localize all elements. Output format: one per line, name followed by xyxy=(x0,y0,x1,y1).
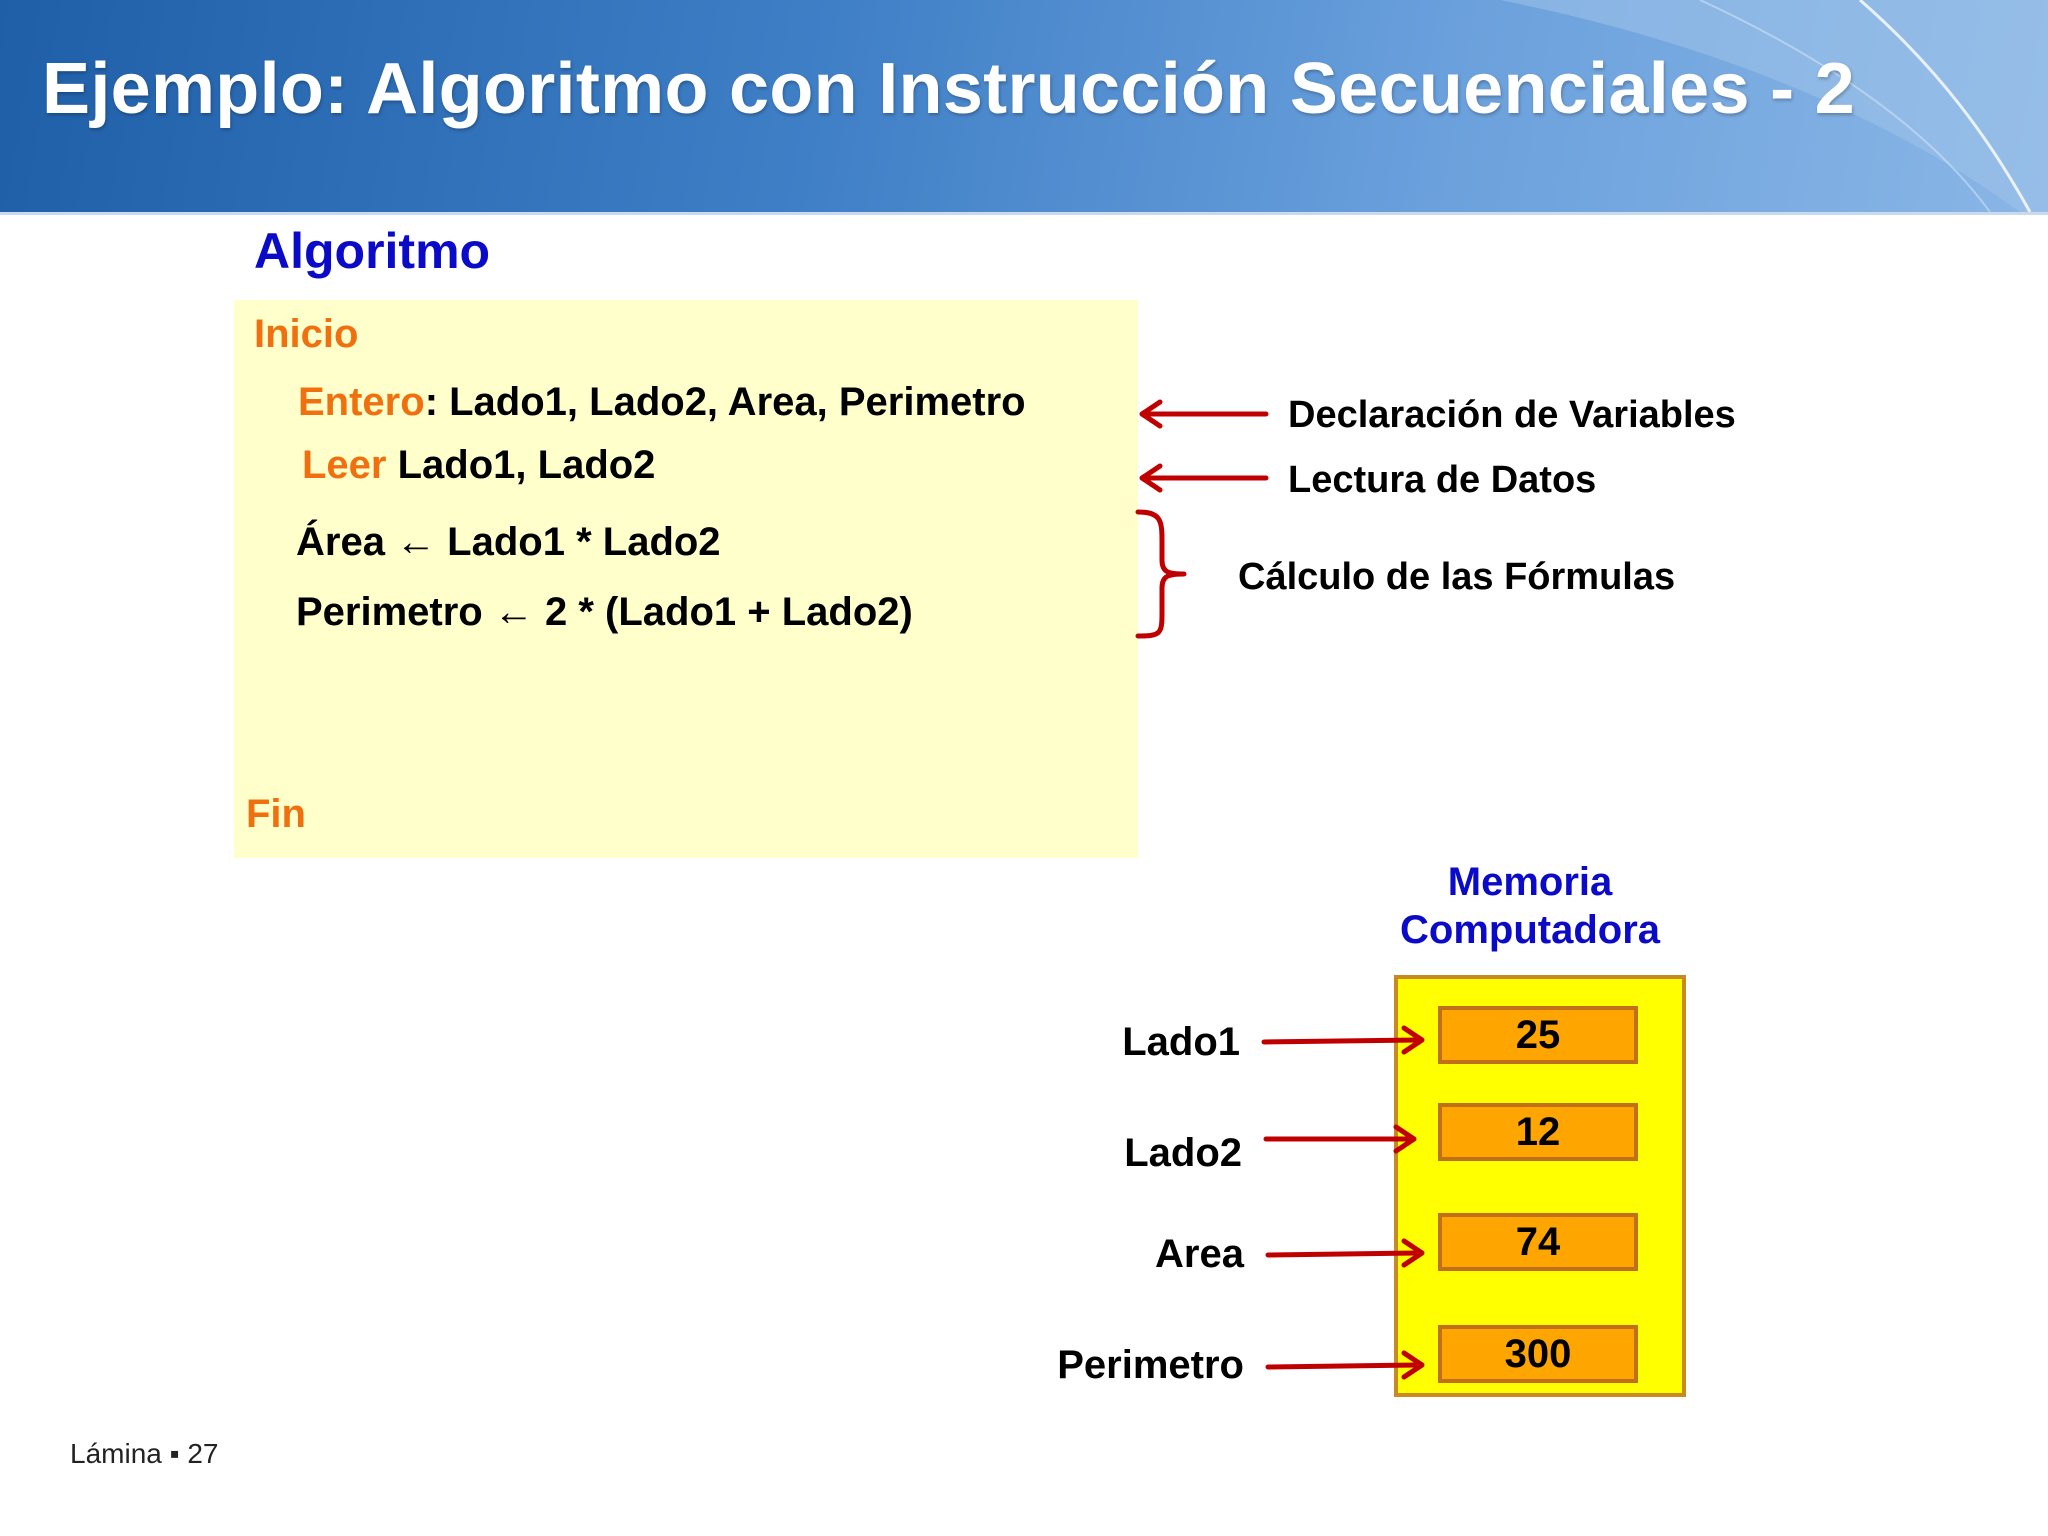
memory-cell-area: 74 xyxy=(1438,1213,1638,1271)
code-formula-area: Área ← Lado1 * Lado2 xyxy=(296,520,721,564)
variable-label-area: Area xyxy=(1155,1232,1244,1276)
footer-page-number: 27 xyxy=(187,1438,219,1469)
memory-cell-lado1: 25 xyxy=(1438,1006,1638,1064)
algorithm-heading: Algoritmo xyxy=(254,223,491,279)
code-read-line xyxy=(302,443,655,488)
annotation-declaration: Declaración de Variables xyxy=(1288,394,1736,436)
arrow-declaration xyxy=(1142,402,1266,426)
code-start-keyword: Inicio xyxy=(254,312,359,356)
slide-header xyxy=(0,0,2048,215)
declaration-variables: : Lado1, Lado2, Area, Perimetro xyxy=(424,380,1026,424)
variable-label-lado2: Lado2 xyxy=(1124,1131,1242,1175)
variable-label-lado1: Lado1 xyxy=(1122,1020,1240,1064)
code-end-keyword: Fin xyxy=(246,792,306,836)
code-formula-perimeter: Perimetro ← 2 * (Lado1 + Lado2) xyxy=(296,590,913,634)
arrow-reading xyxy=(1142,466,1266,490)
memory-cell-lado2: 12 xyxy=(1438,1103,1638,1161)
arrow-lado2 xyxy=(1266,1127,1414,1151)
annotation-reading: Lectura de Datos xyxy=(1288,459,1597,501)
read-variables: Lado1, Lado2 xyxy=(386,443,656,487)
read-keyword: Leer xyxy=(302,443,387,487)
slide-title: Ejemplo: Algoritmo con Instrucción Secuenciales - 2 xyxy=(42,49,1856,129)
declaration-keyword: Entero xyxy=(298,380,425,424)
memory-title xyxy=(1330,858,1730,954)
memory-title-line1: Memoria xyxy=(1447,860,1613,904)
footer-bullet-icon: ▪ xyxy=(169,1438,180,1469)
footer-label: Lámina xyxy=(70,1438,162,1469)
memory-title-line2: Computadora xyxy=(1400,908,1660,952)
memory-cell-perimetro: 300 xyxy=(1438,1325,1638,1383)
slide-footer xyxy=(70,1438,219,1470)
code-declaration-line xyxy=(298,380,1026,425)
annotation-calculation: Cálculo de las Fórmulas xyxy=(1238,556,1676,598)
variable-label-perimetro: Perimetro xyxy=(1057,1343,1244,1387)
brace-calculation xyxy=(1138,512,1184,636)
